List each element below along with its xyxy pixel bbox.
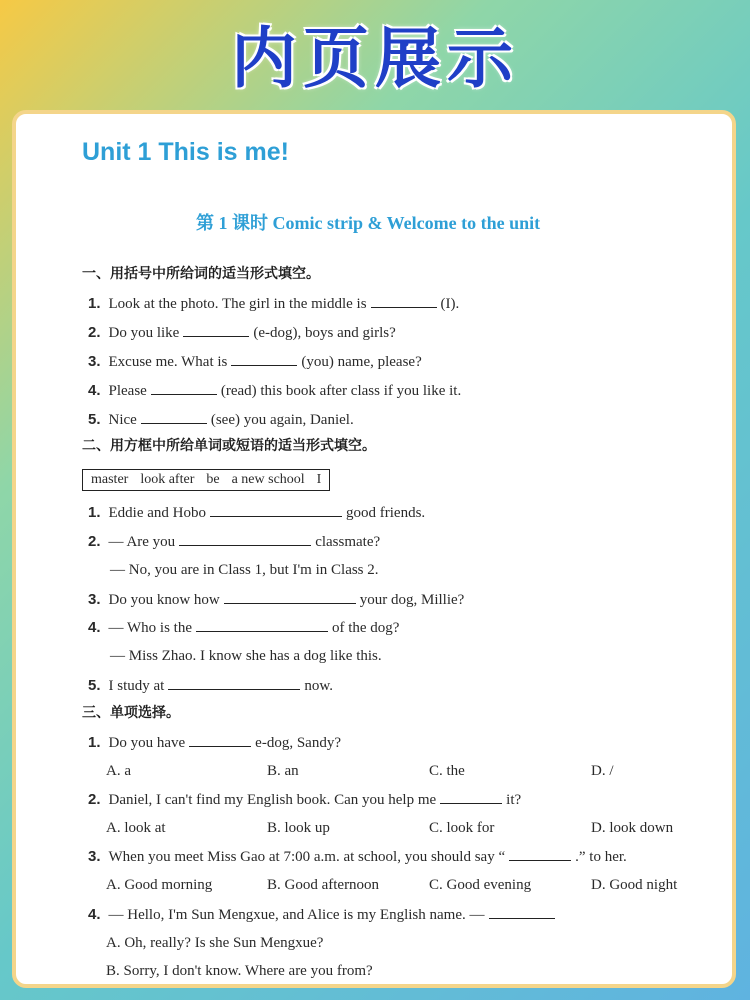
item-text: — Are you	[108, 534, 176, 550]
option-a[interactable]: A. Good morning	[106, 877, 213, 893]
item-number: 5.	[88, 677, 101, 694]
item-text: Look at the photo. The girl in the middle is	[108, 296, 367, 312]
item-text: Do you have	[108, 735, 186, 751]
item-number: 4.	[88, 619, 101, 636]
s3-question-1	[88, 730, 341, 754]
item-text: Daniel, I can't find my English book. Can you help me	[108, 792, 437, 808]
s2-item-3	[88, 587, 464, 611]
item-text: Do you like	[108, 325, 180, 341]
item-text: When you meet Miss Gao at 7:00 a.m. at school, you should say “	[108, 849, 506, 865]
item-number: 3.	[88, 848, 101, 865]
s2-item-2	[88, 529, 380, 553]
item-text: e-dog, Sandy?	[255, 735, 341, 751]
s1-item-1	[88, 291, 459, 315]
item-text: — Who is the	[108, 620, 192, 636]
banner	[0, 0, 750, 105]
option-a[interactable]: A. Oh, really? Is she Sun Mengxue?	[106, 935, 324, 951]
item-text: — No, you are in Class 1, but I'm in Class 2.	[110, 562, 379, 578]
s2-item-1	[88, 500, 425, 524]
option-d[interactable]: D. Good night	[591, 877, 678, 893]
word-option: be	[206, 472, 220, 487]
s2-item-2-reply	[88, 558, 379, 582]
item-number: 1.	[88, 734, 101, 751]
answer-blank[interactable]	[489, 902, 555, 919]
word-option: I	[316, 472, 322, 487]
option-c[interactable]: C. look for	[429, 820, 495, 836]
item-text: Eddie and Hobo	[108, 505, 206, 521]
option-b[interactable]: B. look up	[267, 820, 330, 836]
item-text: (read) this book after class if you like it.	[220, 383, 462, 399]
item-text: Excuse me. What is	[108, 354, 228, 370]
option-a[interactable]: A. a	[106, 763, 131, 779]
s2-item-4	[88, 615, 399, 639]
s2-item-4-reply	[88, 644, 382, 668]
option-b[interactable]: B. Good afternoon	[267, 877, 380, 893]
item-text: (e-dog), boys and girls?	[253, 325, 396, 341]
s3-question-4	[88, 902, 559, 926]
answer-blank[interactable]	[509, 844, 571, 861]
item-text: Please	[108, 383, 147, 399]
worksheet-page	[12, 110, 736, 988]
answer-blank[interactable]	[189, 730, 251, 747]
word-option: a new school	[231, 472, 305, 487]
item-text: .” to her.	[575, 849, 627, 865]
banner-title: 内页展示	[231, 20, 519, 97]
word-option: master	[91, 472, 129, 487]
word-box	[82, 469, 330, 491]
item-text: Nice	[108, 412, 137, 428]
item-number: 3.	[88, 591, 101, 608]
answer-blank[interactable]	[210, 500, 342, 517]
item-number: 4.	[88, 382, 101, 399]
s3-question-2	[88, 787, 521, 811]
item-text: — Miss Zhao. I know she has a dog like this.	[110, 648, 382, 664]
answer-blank[interactable]	[183, 320, 249, 337]
item-text: now.	[304, 678, 333, 694]
answer-blank[interactable]	[224, 587, 356, 604]
item-text: good friends.	[346, 505, 426, 521]
item-number: 2.	[88, 791, 101, 808]
section1-heading: 一、用括号中所给词的适当形式填空。	[82, 266, 320, 282]
answer-blank[interactable]	[179, 529, 311, 546]
item-number: 1.	[88, 295, 101, 312]
option-d[interactable]: D. /	[591, 763, 614, 779]
item-text: (you) name, please?	[301, 354, 422, 370]
s1-item-5	[88, 407, 354, 431]
unit-title: Unit 1 This is me!	[82, 138, 289, 166]
item-number: 4.	[88, 906, 101, 923]
item-text: of the dog?	[331, 620, 400, 636]
answer-blank[interactable]	[196, 615, 328, 632]
item-text: it?	[506, 792, 522, 808]
s1-item-2	[88, 320, 396, 344]
option-b[interactable]: B. Sorry, I don't know. Where are you from?	[106, 963, 373, 979]
item-text: (I).	[440, 296, 460, 312]
option-a[interactable]: A. look at	[106, 820, 166, 836]
answer-blank[interactable]	[231, 349, 297, 366]
item-number: 5.	[88, 411, 101, 428]
item-number: 2.	[88, 533, 101, 550]
section3-heading: 三、单项选择。	[82, 705, 180, 721]
s1-item-4	[88, 378, 461, 402]
item-text: I study at	[108, 678, 165, 694]
item-text: classmate?	[315, 534, 381, 550]
item-text: (see) you again, Daniel.	[210, 412, 354, 428]
answer-blank[interactable]	[151, 378, 217, 395]
s1-item-3	[88, 349, 422, 373]
answer-blank[interactable]	[440, 787, 502, 804]
option-d[interactable]: D. look down	[591, 820, 674, 836]
option-c[interactable]: C. Good evening	[429, 877, 532, 893]
item-number: 1.	[88, 504, 101, 521]
section2-heading: 二、用方框中所给单词或短语的适当形式填空。	[82, 438, 376, 454]
answer-blank[interactable]	[371, 291, 437, 308]
item-text: — Hello, I'm Sun Mengxue, and Alice is my English name. —	[108, 907, 485, 923]
item-number: 2.	[88, 324, 101, 341]
answer-blank[interactable]	[168, 673, 300, 690]
answer-blank[interactable]	[141, 407, 207, 424]
option-b[interactable]: B. an	[267, 763, 299, 779]
word-option: look after	[140, 472, 195, 487]
s2-item-5	[88, 673, 333, 697]
s3-question-3	[88, 844, 627, 868]
lesson-title: 第 1 课时 Comic strip & Welcome to the unit	[196, 213, 541, 233]
item-number: 3.	[88, 353, 101, 370]
item-text: your dog, Millie?	[359, 592, 465, 608]
item-text: Do you know how	[108, 592, 220, 608]
option-c[interactable]: C. the	[429, 763, 465, 779]
